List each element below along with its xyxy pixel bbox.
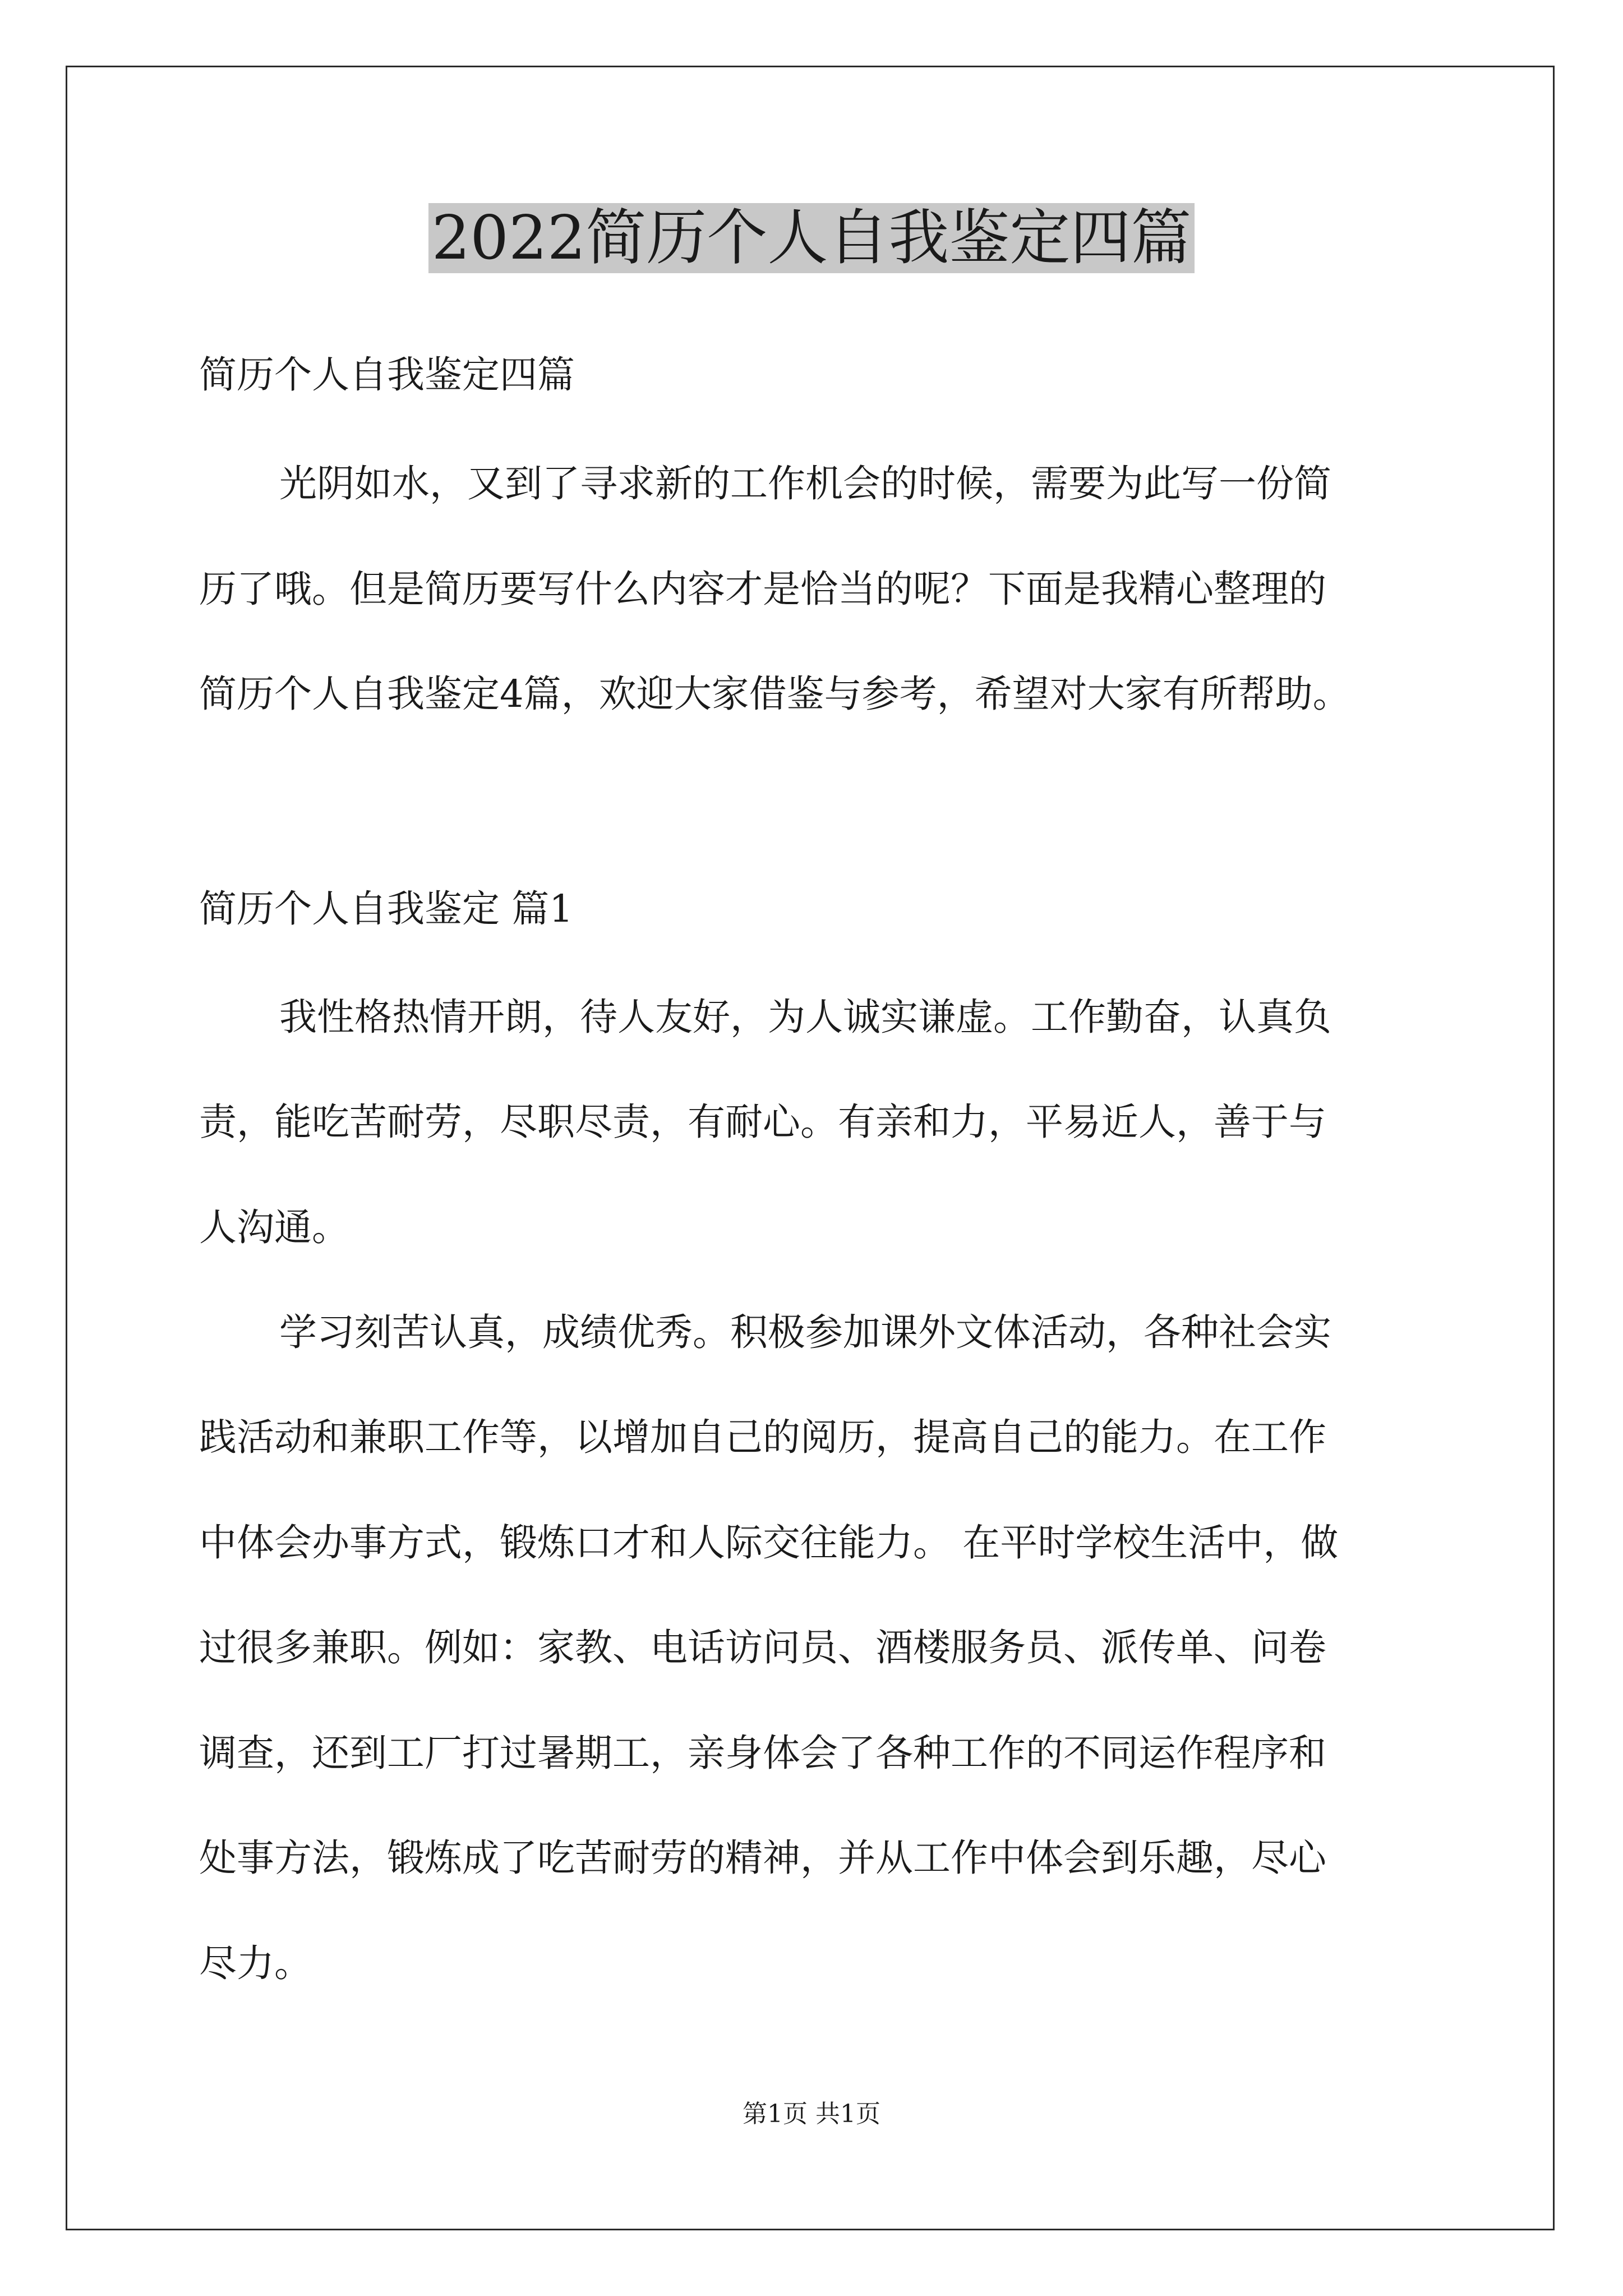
paragraph2-line: 践活动和兼职工作等，以增加自己的阅历，提高自己的能力。在工作	[199, 1415, 1326, 1459]
page-number-footer: 第1页 共1页	[743, 2100, 880, 2128]
intro-line: 历了哦。但是简历要写什么内容才是恰当的呢？下面是我精心整理的	[199, 567, 1326, 611]
intro-line: 光阴如水，又到了寻求新的工作机会的时候，需要为此写一份简	[279, 462, 1331, 505]
paragraph1-line: 责，能吃苦耐劳，尽职尽责，有耐心。有亲和力，平易近人，善于与	[199, 1100, 1326, 1144]
document-title-text: 2022简历个人自我鉴定四篇	[428, 203, 1195, 273]
paragraph2-line: 过很多兼职。例如：家教、电话访问员、酒楼服务员、派传单、问卷	[199, 1626, 1326, 1669]
intro-line: 简历个人自我鉴定4篇，欢迎大家借鉴与参考，希望对大家有所帮助。	[199, 672, 1350, 716]
document-subtitle: 简历个人自我鉴定四篇	[199, 353, 575, 397]
paragraph2-line: 中体会办事方式，锻炼口才和人际交往能力。 在平时学校生活中，做	[199, 1521, 1339, 1565]
paragraph2-line: 尽力。	[199, 1941, 312, 1985]
paragraph1-line: 我性格热情开朗，待人友好，为人诚实谦虚。工作勤奋，认真负	[279, 995, 1331, 1039]
document-title	[0, 202, 1623, 275]
paragraph1-line: 人沟通。	[199, 1205, 349, 1249]
paragraph2-line: 调查，还到工厂打过暑期工，亲身体会了各种工作的不同运作程序和	[199, 1731, 1326, 1775]
section-heading: 简历个人自我鉴定 篇1	[199, 887, 573, 931]
paragraph2-line: 学习刻苦认真，成绩优秀。积极参加课外文体活动，各种社会实	[279, 1310, 1331, 1354]
paragraph2-line: 处事方法，锻炼成了吃苦耐劳的精神，并从工作中体会到乐趣，尽心	[199, 1836, 1326, 1880]
